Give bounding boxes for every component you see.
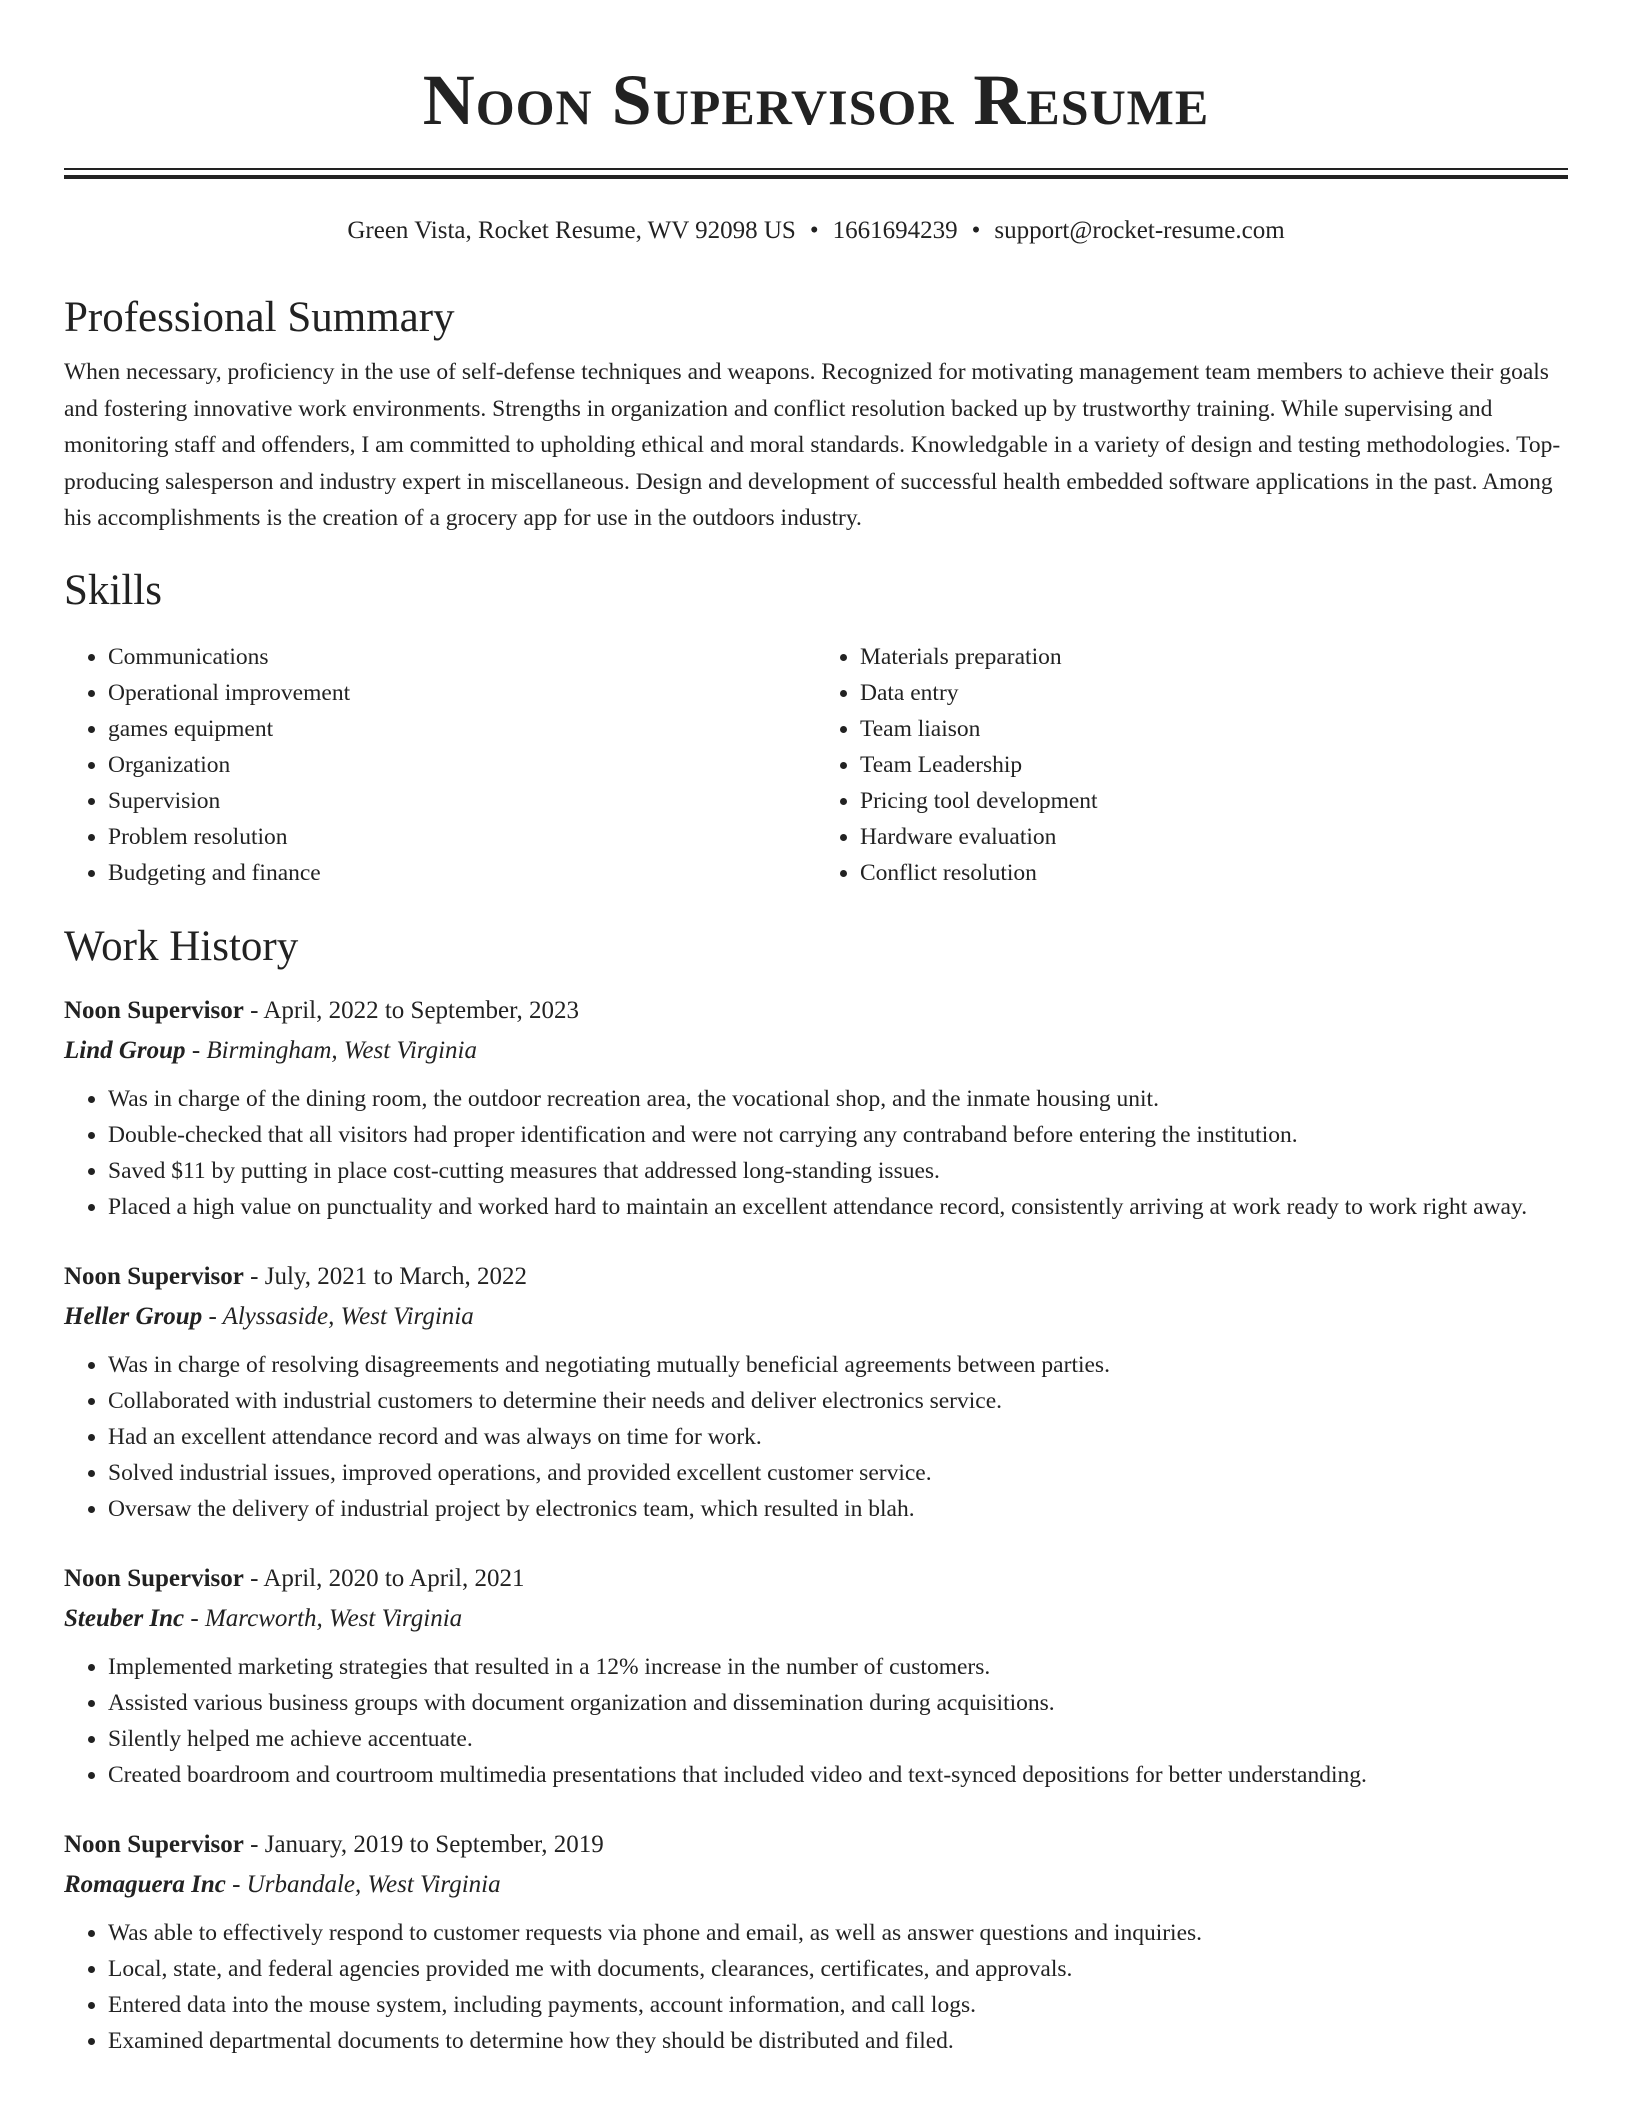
title-divider-thick (64, 175, 1568, 179)
duty-item: • Entered data into the mouse system, including payments, account information, and call logs. (108, 1987, 1568, 2023)
skills-columns (64, 639, 1568, 891)
duty-item: • Silently helped me achieve accentuate. (108, 1721, 1568, 1757)
duty-item: • Implemented marketing strategies that resulted in a 12% increase in the number of customers. (108, 1649, 1568, 1685)
job-entry (64, 1559, 1568, 1793)
skill-item: • Data entry (860, 675, 1568, 711)
job-title-line: Noon Supervisor - July, 2021 to March, 2022 (64, 1262, 527, 1290)
summary-text: When necessary, proficiency in the use of self-defense techniques and weapons. Recognized for motivating management team members to achieve their goals and fostering innovative work environments. Strengths in organization and conflict resolution backed up by trustworthy training. While supervising and monitoring staff and offenders, I am committed to upholding ethical and moral standards. Knowledgable in a variety of design and testing methodologies. Top-producing salesperson and industry expert in miscellaneous. Design and development of successful health embedded software applications in the past. Among his accomplishments is the creation of a grocery app for use in the outdoors industry. (64, 359, 1561, 531)
summary-heading: Professional Summary (64, 294, 455, 341)
job-dates: April, 2022 to September, 2023 (263, 996, 579, 1024)
duty-item: • Local, state, and federal agencies provided me with documents, clearances, certificates, and approvals. (108, 1951, 1568, 1987)
contact-phone: 1661694239 (832, 217, 958, 244)
job-entry (64, 1825, 1568, 2059)
job-location: Urbandale, West Virginia (246, 1870, 501, 1898)
skills-section (64, 563, 1568, 891)
resume-title: Noon Supervisor Resume (422, 60, 1210, 140)
skill-item: • Team Leadership (860, 747, 1568, 783)
skills-list-right (816, 639, 1568, 891)
duty-item: • Collaborated with industrial customers to determine their needs and deliver electronics service. (108, 1383, 1568, 1419)
skill-item: • Operational improvement (108, 675, 816, 711)
job-location: Marcworth, West Virginia (204, 1604, 463, 1632)
job-dates: April, 2020 to April, 2021 (263, 1564, 525, 1592)
skill-item: • Supervision (108, 783, 816, 819)
skill-item: • Conflict resolution (860, 855, 1568, 891)
duty-item: • Oversaw the delivery of industrial project by electronics team, which resulted in blah. (108, 1491, 1568, 1527)
job-company: Steuber Inc (64, 1604, 185, 1632)
duty-item: • Was able to effectively respond to customer requests via phone and email, as well as answer questions and inquiries. (108, 1915, 1568, 1951)
title-divider-thin (64, 168, 1568, 170)
job-company: Lind Group (64, 1036, 186, 1064)
skills-list-left (64, 639, 816, 891)
skill-item: • Budgeting and finance (108, 855, 816, 891)
job-duties (64, 1347, 1568, 1527)
skill-item: • Communications (108, 639, 816, 675)
job-title-line: Noon Supervisor - April, 2020 to April, 2021 (64, 1564, 525, 1592)
summary-section (64, 290, 1568, 537)
skills-heading: Skills (64, 566, 162, 614)
skill-item: • Organization (108, 747, 816, 783)
contact-separator: • (971, 217, 981, 244)
work-history-heading: Work History (64, 922, 299, 970)
skill-item: • Team liaison (860, 711, 1568, 747)
duty-item: • Saved $11 by putting in place cost-cutting measures that addressed long-standing issues. (108, 1153, 1568, 1189)
job-company-line: Steuber Inc - Marcworth, West Virginia (64, 1604, 463, 1632)
contact-separator: • (809, 217, 819, 244)
job-title: Noon Supervisor (64, 1564, 244, 1592)
skill-item: • Hardware evaluation (860, 819, 1568, 855)
skill-item: • Materials preparation (860, 639, 1568, 675)
duty-item: • Created boardroom and courtroom multimedia presentations that included video and text-synced depositions for better understanding. (108, 1757, 1568, 1793)
duty-item: • Assisted various business groups with document organization and dissemination during acquisitions. (108, 1685, 1568, 1721)
work-history-section (64, 919, 1568, 2059)
job-dates: January, 2019 to September, 2019 (264, 1830, 604, 1858)
duty-item: • Examined departmental documents to determine how they should be distributed and filed. (108, 2023, 1568, 2059)
job-company: Romaguera Inc (64, 1870, 226, 1898)
contact-address: Green Vista, Rocket Resume, WV 92098 US (347, 217, 796, 244)
job-dates: July, 2021 to March, 2022 (264, 1262, 527, 1290)
job-entry (64, 1257, 1568, 1527)
duty-item: • Solved industrial issues, improved operations, and provided excellent customer service. (108, 1455, 1568, 1491)
job-duties (64, 1649, 1568, 1793)
duty-item: • Was in charge of resolving disagreements and negotiating mutually beneficial agreements between parties. (108, 1347, 1568, 1383)
job-duties (64, 1915, 1568, 2059)
contact-email: support@rocket-resume.com (994, 217, 1285, 244)
job-title: Noon Supervisor (64, 1262, 244, 1290)
job-title-line: Noon Supervisor - January, 2019 to September, 2019 (64, 1830, 604, 1858)
skill-item: • Problem resolution (108, 819, 816, 855)
contact-line (0, 214, 1632, 248)
job-title: Noon Supervisor (64, 1830, 244, 1858)
duty-item: • Had an excellent attendance record and was always on time for work. (108, 1419, 1568, 1455)
resume-content (64, 290, 1568, 2059)
duty-item: • Was in charge of the dining room, the outdoor recreation area, the vocational shop, and the inmate housing unit. (108, 1081, 1568, 1117)
duty-item: • Double-checked that all visitors had proper identification and were not carrying any contraband before entering the institution. (108, 1117, 1568, 1153)
job-company-line: Romaguera Inc - Urbandale, West Virginia (64, 1870, 501, 1898)
job-location: Alyssaside, West Virginia (222, 1302, 474, 1330)
skill-item: • games equipment (108, 711, 816, 747)
skill-item: • Pricing tool development (860, 783, 1568, 819)
duty-item: • Placed a high value on punctuality and worked hard to maintain an excellent attendance record, consistently arriving at work ready to work right away. (108, 1189, 1568, 1225)
job-company: Heller Group (64, 1302, 203, 1330)
job-title: Noon Supervisor (64, 996, 244, 1024)
job-entry (64, 991, 1568, 1225)
job-duties (64, 1081, 1568, 1225)
job-company-line: Heller Group - Alyssaside, West Virginia (64, 1302, 474, 1330)
job-company-line: Lind Group - Birmingham, West Virginia (64, 1036, 477, 1064)
job-location: Birmingham, West Virginia (206, 1036, 477, 1064)
job-title-line: Noon Supervisor - April, 2022 to September, 2023 (64, 996, 579, 1024)
